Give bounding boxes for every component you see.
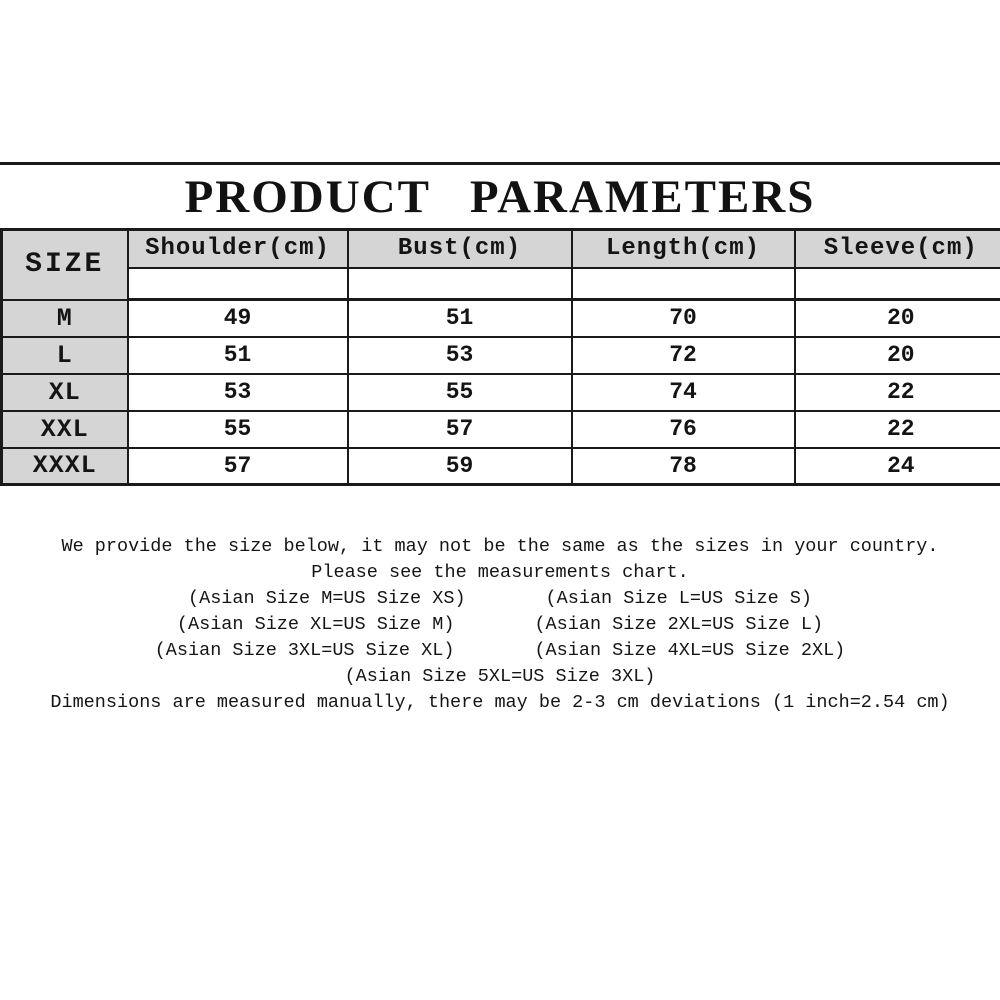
conversion-left: (Asian Size XL=US Size M) [176, 614, 455, 635]
size-conversion-pair [0, 612, 1000, 638]
spacer-cell [348, 268, 572, 300]
column-header-shoulder: Shoulder(cm) [128, 230, 348, 268]
value-cell-length: 76 [572, 411, 795, 448]
size-cell: XXL [2, 411, 128, 448]
conversion-left: (Asian Size 3XL=US Size XL) [154, 640, 455, 661]
notes-section [0, 534, 1000, 716]
value-cell-bust: 51 [348, 300, 572, 337]
table-row-xxxl [2, 448, 1000, 485]
value-cell-shoulder: 49 [128, 300, 348, 337]
size-conversion-pair [0, 638, 1000, 664]
size-cell: M [2, 300, 128, 337]
spacer-cell [795, 268, 1000, 300]
value-cell-shoulder: 55 [128, 411, 348, 448]
value-cell-bust: 59 [348, 448, 572, 485]
page-title: PRODUCT PARAMETERS [184, 171, 816, 223]
spacer-cell [128, 268, 348, 300]
value-cell-sleeve: 22 [795, 374, 1000, 411]
table-spacer-row [2, 268, 1000, 300]
size-conversion-pair [0, 586, 1000, 612]
value-cell-sleeve: 20 [795, 337, 1000, 374]
value-cell-bust: 55 [348, 374, 572, 411]
size-corner-cell: SIZE [2, 230, 128, 300]
column-header-bust: Bust(cm) [348, 230, 572, 268]
conversion-left: (Asian Size M=US Size XS) [188, 588, 466, 609]
value-cell-sleeve: 24 [795, 448, 1000, 485]
table-header-row [2, 230, 1000, 268]
table-row-xl [2, 374, 1000, 411]
value-cell-sleeve: 22 [795, 411, 1000, 448]
conversion-right: (Asian Size 4XL=US Size 2XL) [534, 640, 846, 661]
value-cell-length: 78 [572, 448, 795, 485]
table-row-xxl [2, 411, 1000, 448]
note-intro-line2: Please see the measurements chart. [311, 562, 689, 583]
value-cell-shoulder: 57 [128, 448, 348, 485]
spacer-cell [572, 268, 795, 300]
value-cell-bust: 57 [348, 411, 572, 448]
size-cell: XXXL [2, 448, 128, 485]
value-cell-length: 72 [572, 337, 795, 374]
value-cell-bust: 53 [348, 337, 572, 374]
value-cell-shoulder: 53 [128, 374, 348, 411]
column-header-length: Length(cm) [572, 230, 795, 268]
size-conversion-single: (Asian Size 5XL=US Size 3XL) [344, 666, 656, 687]
deviation-note: Dimensions are measured manually, there may be 2-3 cm deviations (1 inch=2.54 cm) [50, 692, 950, 713]
size-cell: XL [2, 374, 128, 411]
conversion-right: (Asian Size L=US Size S) [545, 588, 812, 609]
top-divider [0, 162, 1000, 165]
value-cell-length: 70 [572, 300, 795, 337]
value-cell-length: 74 [572, 374, 795, 411]
size-table [0, 228, 1000, 486]
column-header-sleeve: Sleeve(cm) [795, 230, 1000, 268]
table-row-m [2, 300, 1000, 337]
note-intro-line1: We provide the size below, it may not be the same as the sizes in your country. [61, 536, 939, 557]
conversion-right: (Asian Size 2XL=US Size L) [534, 614, 824, 635]
value-cell-shoulder: 51 [128, 337, 348, 374]
table-row-l [2, 337, 1000, 374]
value-cell-sleeve: 20 [795, 300, 1000, 337]
size-cell: L [2, 337, 128, 374]
